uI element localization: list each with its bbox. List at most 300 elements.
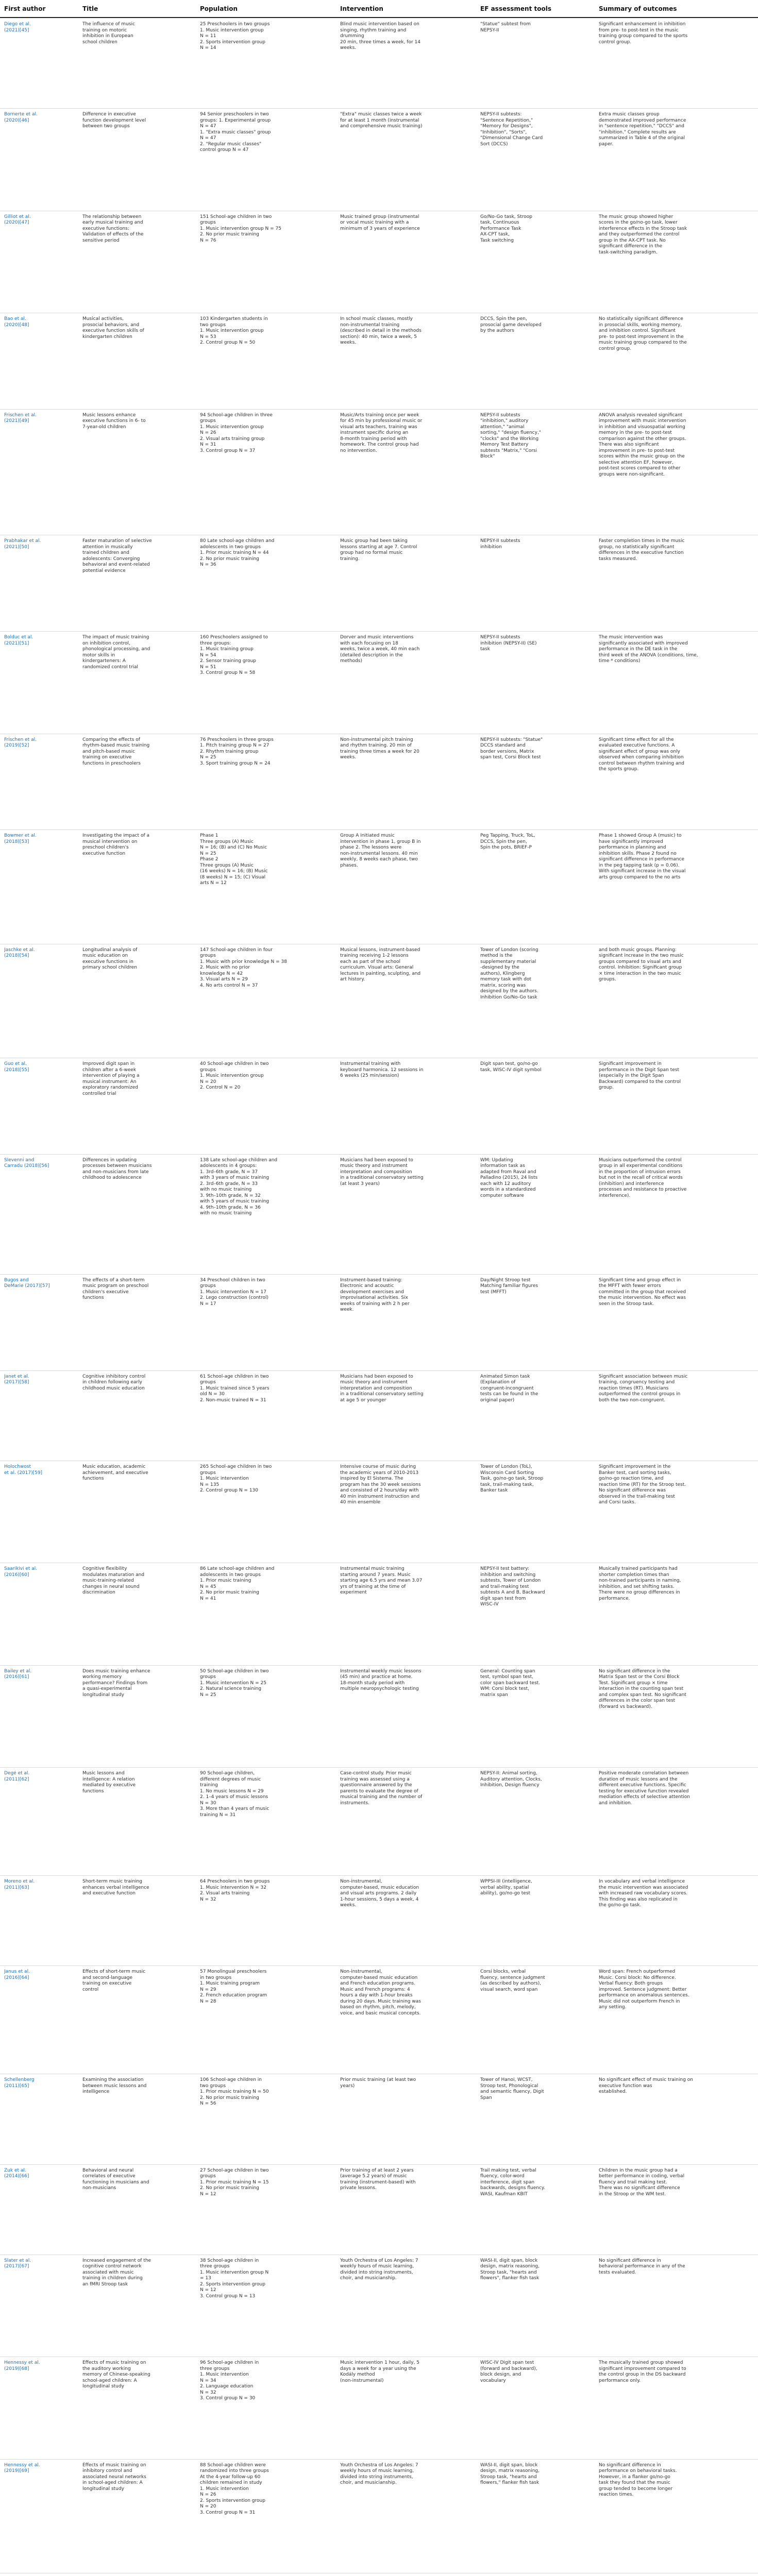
cell-first-author-line: Jaschke et al. [4,947,35,953]
cell-summary-line: training group compared to the sports [599,33,688,39]
cell-ef-tools-line: original paper) [480,1397,515,1403]
cell-population [200,833,335,943]
cell-population-line: 1. Prior music training [200,1578,251,1584]
cell-ef-tools-line: NEPSY-II subtests [480,635,520,640]
cell-intervention-line: with each focusing on 18 [340,640,398,646]
cell-ef-tools [480,1669,595,1767]
cell-summary-line: reaction time (RT) for the Stroop test. [599,1482,686,1487]
cell-population [200,1969,335,2074]
cell-ef-tools [480,2168,595,2255]
cell-ef-tools-line: Stroop test, Phonological [480,2083,538,2089]
cell-ef-tools-line: NEPSY-II subtests: [480,112,522,117]
cell-first-author[interactable] [4,2168,79,2255]
cell-population-line: groups [200,1674,216,1680]
cell-intervention-line: training (instrument-based) with [340,2179,416,2185]
cell-intervention-line: weeks, twice a week, 40 min each [340,647,420,652]
cell-population-line: 1. Music intervention group [200,424,264,430]
cell-intervention-line: parents to evaluate the degree of [340,1788,418,1794]
cell-intervention-line: (45 min) and practice at home. [340,1674,413,1680]
cell-ef-tools-line: Stroop task, "hearts and [480,2474,537,2480]
cell-summary-line: significantly associated with improved [599,640,688,646]
cell-ef-tools-line: (forward and backward), [480,2366,537,2371]
cell-first-author[interactable] [4,1061,79,1154]
cell-intervention-line: or vocal music training with a [340,220,409,226]
cell-ef-tools [480,1771,595,1875]
cell-first-author-line: (2019)[69] [4,2468,29,2474]
cell-title [82,2168,196,2255]
cell-intervention-line: Non-instrumental pitch training [340,737,413,742]
cell-population-line: 96 School-age children in [200,2360,259,2366]
cell-intervention-line: multiple neuropsychologic testing [340,1686,419,1692]
cell-population-line: N = 45 [200,1584,216,1589]
cell-population-line: adolescents in two groups [200,1572,261,1578]
cell-summary-line: any setting. [599,2005,627,2010]
cell-ef-tools-line: and semantic fluency, Digit [480,2089,544,2095]
cell-title-line: executive functions: [82,226,129,231]
cell-summary-line: performance on anomalous sentences. [599,1993,689,1998]
cell-first-author-line: (2020)[46] [4,117,29,123]
cell-first-author[interactable] [4,1158,79,1274]
cell-summary [599,635,754,733]
cell-first-author[interactable] [4,22,79,108]
cell-title-line: in school-aged children: A [82,2480,143,2486]
cell-intervention-line: days a week for a year using the [340,2366,416,2371]
cell-intervention-line: and rhythm training. 20 min of [340,743,412,749]
cell-population-line: with no music training [200,1211,252,1216]
cell-title-line: musical intervention on [82,839,138,844]
cell-summary [599,1969,754,2074]
cell-title-line: changes in neural sound [82,1584,140,1589]
cell-first-author[interactable] [4,1969,79,2074]
cell-population-line: 2. Language education [200,2384,254,2389]
cell-intervention-line: and consisted of 2 hours/day with [340,1488,419,1494]
cell-population-line: 3. Control group N = 13 [200,2293,256,2299]
cell-summary-line: tests evaluated. [599,2269,636,2275]
cell-first-author[interactable] [4,833,79,943]
cell-population-line: 265 School-age children in two [200,1464,272,1470]
cell-population-line: 1. Music intervention group N = 75 [200,226,282,231]
cell-ef-tools [480,112,595,210]
cell-summary-line: Word span: French outperformed [599,1969,676,1975]
cell-first-author[interactable] [4,538,79,631]
cell-population-line: N = 32 [200,1896,216,1902]
cell-summary-line: and they outperformed the control [599,232,680,238]
cell-ef-tools-line: AX-CPT task, [480,232,510,238]
cell-first-author[interactable] [4,2360,79,2459]
cell-intervention-line: 18-month study period with [340,1680,405,1686]
cell-title-line: Music lessons enhance [82,412,136,418]
cell-summary-line: Music did not outperform French in [599,1998,680,2004]
cell-intervention [340,2077,475,2164]
cell-summary-line: differences in the executive function [599,550,684,556]
cell-title-line: training on executive [82,755,132,760]
cell-summary-line: group in all experimental conditions [599,1163,683,1169]
cell-first-author[interactable] [4,1771,79,1875]
cell-intervention-line: (average 5.2 years) of music [340,2174,407,2179]
cell-ef-tools-line: task, trail-making task, [480,1482,534,1487]
cell-intervention-line: for 45 min by professional music or [340,418,423,424]
cell-intervention [340,833,475,943]
cell-first-author-line: Guo et al. [4,1061,27,1067]
cell-ef-tools-line: memory task with dot [480,977,531,982]
cell-population-line: children remained in study [200,2480,262,2486]
cell-summary-line: the music intervention. No effect was [599,1295,686,1301]
cell-summary [599,737,754,830]
cell-first-author[interactable] [4,112,79,210]
header-intervention: Intervention [340,5,383,12]
cell-title-line: exploratory randomized [82,1085,138,1091]
cell-population-line: N = 12 [200,2191,216,2197]
row-divider [0,1965,758,1966]
cell-summary-line: Significant association between music [599,1374,688,1379]
cell-intervention-line: choir, and musicianship. [340,2276,397,2281]
cell-intervention-line: Prior music training (at least two [340,2077,416,2083]
cell-population-line: three groups: [200,640,231,646]
cell-title-line: Differences in updating [82,1157,137,1163]
cell-population-line: N = 29 [200,1987,216,1992]
cell-population-line: 3. Control group N = 37 [200,448,256,453]
cell-summary-line: better performance in coding, verbal [599,2174,685,2179]
cell-population-line: 1. Music trained since 5 years [200,1385,269,1391]
cell-summary-line: "inhibition." Complete results are [599,129,676,135]
cell-summary [599,2077,754,2164]
cell-first-author-line: (2018)[53] [4,839,29,844]
cell-summary-line: but not in the recall of critical words [599,1175,683,1181]
cell-first-author[interactable] [4,1669,79,1767]
cell-population-line: training [200,1783,218,1788]
cell-ef-tools-line: method is the [480,953,513,959]
cell-population-line: training N = 31 [200,1812,236,1818]
cell-intervention-line: in a traditional conservatory setting [340,1175,424,1181]
cell-intervention-line: phase 2. The lessons were [340,845,402,851]
cell-intervention-line: Music and French programs: 4 [340,1987,410,1992]
cell-ef-tools-line: and trail-making test [480,1584,529,1589]
cell-title-line: kindergarten children [82,334,132,340]
cell-population-line: 3. Sport training group N = 24 [200,760,271,766]
cell-population-line: control group N = 47 [200,147,249,153]
cell-summary [599,413,754,535]
cell-population-line: different degrees of music [200,1776,261,1782]
cell-title-line: Effects of music training on [82,2462,146,2468]
cell-population-line: 2. Visual arts training group [200,436,265,442]
cell-title-line: and non-musicians from late [82,1169,149,1175]
cell-population-line: 2. 3rd–6th grade, N = 33 [200,1181,258,1187]
cell-population-line: 1. No music lessons N = 29 [200,1788,264,1794]
cell-summary [599,316,754,409]
cell-population-line: groups [200,1283,216,1289]
header-title: Title [82,5,98,12]
cell-title [82,1566,196,1665]
cell-title-line: Comparing the effects of [82,737,140,742]
cell-ef-tools-line: span test, Corsi Block test [480,755,541,760]
cell-intervention [340,538,475,631]
cell-population [200,413,335,535]
cell-ef-tools-line: DCCS standard and [480,743,526,749]
cell-title-line: intelligence [82,2089,110,2095]
cell-intervention-line: Musical lessons, instrument-based [340,947,420,953]
cell-first-author[interactable] [4,2077,79,2164]
cell-title-line: discrimination [82,1590,115,1596]
cell-population [200,2168,335,2255]
cell-intervention-line: weekly hours of music learning, [340,2468,414,2474]
cell-summary-line: No significant effect of music training on [599,2077,693,2083]
cell-intervention-line: minimum of 3 years of experience [340,226,420,231]
cell-population-line: groups [200,220,216,226]
cell-population-line: 80 Late school-age children and [200,538,275,544]
cell-summary-line: (forward vs backward). [599,1704,652,1709]
cell-population-line: (8 weeks) N = 15; (C) Visual [200,874,266,880]
cell-title-line: Effects of music training on [82,2360,146,2366]
cell-population-line: with 5 years of music training [200,1199,269,1205]
cell-population-line: 27 School-age children in two [200,2167,269,2173]
cell-intervention-line: Electronic and acoustic [340,1283,394,1289]
cell-intervention-line: choir, and musicianship. [340,2480,397,2486]
cell-ef-tools-line: computer software [480,1193,524,1198]
cell-summary [599,1771,754,1875]
cell-ef-tools-line: matrix, scoring was [480,982,526,988]
cell-population-line: 1. Music intervention group N [200,2269,269,2275]
row-divider [0,631,758,632]
cell-title-line: training on motoric [82,27,127,33]
cell-summary-line: music training group compared to the [599,340,687,346]
cell-population-line: groups [200,1470,216,1476]
cell-summary-line: control. Inhibition: Significant group [599,965,682,971]
cell-population-line: N = 76 [200,238,216,243]
cell-summary-line: and both music groups. Planning: [599,947,677,953]
cell-population-line: 106 School-age children in [200,2077,262,2083]
cell-ef-tools-line: "inhibition," auditory [480,418,529,424]
cell-intervention-line: Prior training of at least 2 years [340,2167,414,2173]
cell-first-author[interactable] [4,316,79,409]
cell-first-author[interactable] [4,2258,79,2357]
cell-summary-line: Significant improvement in [599,1061,662,1067]
cell-first-author[interactable] [4,413,79,535]
cell-summary-line: and complex span test. No significant [599,1692,686,1698]
cell-title-line: school-aged children: A [82,2378,137,2383]
cell-population-line: 2. No prior music training [200,556,259,562]
cell-ef-tools-line: WASI-II, digit span, block [480,2462,538,2468]
row-divider [0,1875,758,1876]
cell-population-line: N = 17 [200,1301,216,1307]
cell-title [82,22,196,108]
cell-intervention-line: (at least 3 years) [340,1181,380,1187]
cell-population-line: N = 53 [200,334,216,340]
cell-title-line: music-training-related [82,1578,134,1584]
cell-population-line: 2. Sports intervention group [200,39,265,45]
cell-summary-line: behavioral performance in any of the [599,2264,685,2269]
header-population: Population [200,5,238,12]
cell-first-author[interactable] [4,1464,79,1563]
cell-first-author-line: Schellenberg [4,2077,35,2083]
cell-summary-line: the MFFT with fewer errors [599,1283,661,1289]
cell-population-line: adolescents in 4 groups: [200,1163,257,1169]
cell-population-line: Three groups (A) Music [200,862,254,868]
cell-population [200,112,335,210]
cell-first-author[interactable] [4,947,79,1058]
cell-intervention [340,22,475,108]
cell-title-line: Music lessons and [82,1771,125,1776]
cell-intervention [340,1158,475,1274]
cell-summary-line: significant increase in the two music [599,953,684,959]
cell-summary-line: and Corsi tasks. [599,1500,636,1505]
cell-intervention [340,1879,475,1965]
cell-intervention-line: Youth Orchestra of Los Angeles: 7 [340,2462,418,2468]
cell-first-author-line: Frischen et al. [4,737,37,742]
cell-ef-tools-line: backwards, designs fluency. [480,2185,545,2191]
cell-summary-line: control between rhythm training and [599,760,684,766]
row-divider [0,829,758,830]
cell-title-line: music education on [82,953,128,959]
cell-title-line: 7-year-old children [82,424,126,430]
cell-first-author[interactable] [4,214,79,313]
cell-ef-tools [480,833,595,943]
cell-first-author-line: (2021)[49] [4,418,29,424]
cell-intervention [340,2168,475,2255]
cell-first-author-line: (2016)[61] [4,1674,29,1680]
cell-summary-line: differences in the color span test [599,1698,676,1704]
cell-first-author[interactable] [4,1566,79,1665]
cell-population-line: At the 4-year follow-up 60 [200,2474,261,2480]
cell-summary-line: Faster completion times in the music [599,538,685,544]
cell-first-author-line: (2019)[68] [4,2366,29,2371]
cell-population-line: N = 12 [200,2287,216,2293]
cell-ef-tools-line: WASI-II, digit span, block [480,2258,538,2263]
cell-first-author[interactable] [4,635,79,733]
cell-population-line: knowledge N = 42 [200,971,243,976]
cell-summary-line: inhibition, and set shifting tasks. [599,1584,675,1589]
cell-first-author-line: Holochwost [4,1464,31,1470]
cell-title-line: randomized control trial [82,664,139,670]
cell-population-line: N = 135 [200,1482,220,1487]
cell-summary-line: performance in planning and [599,845,666,851]
cell-title-line: Validation of effects of the [82,232,144,238]
cell-intervention-line: methods) [340,658,362,664]
cell-population-line: 3. Visual arts N = 29 [200,977,248,982]
cell-first-author-line: (2020)[47] [4,220,29,226]
cell-intervention-line: divided into string instruments, [340,2474,413,2480]
cell-population [200,1061,335,1154]
cell-title-line: functions in preschoolers [82,760,141,766]
cell-ef-tools-line: "Memory for Designs", [480,124,533,129]
cell-population [200,316,335,409]
cell-summary-line: from pre- to post-test in the music [599,27,679,33]
cell-summary-line: and inhibition. [599,1800,632,1806]
cell-summary [599,1061,754,1154]
cell-population-line: N = 26 [200,430,216,436]
cell-summary-line: training, congruency testing and [599,1380,675,1385]
cell-summary [599,1566,754,1665]
cell-summary [599,1669,754,1767]
cell-population-line: N = 25 [200,851,216,856]
cell-summary-line: group. [599,1085,614,1091]
cell-ef-tools-line: (Explanation of [480,1380,516,1385]
cell-ef-tools-line: ability), go/no-go test [480,1891,531,1896]
cell-population-line: N = 25 [200,755,216,760]
cell-title-line: potential evidence [82,568,126,573]
cell-summary-line: processes and resistance to proactive [599,1187,687,1193]
cell-summary-line: significant difference in performance [599,857,685,862]
cell-summary [599,2258,754,2357]
cell-intervention-line: Instrument-based training: [340,1277,402,1283]
table-header [0,0,758,18]
cell-summary-line: Test. Significant group × time [599,1680,668,1686]
cell-population [200,737,335,830]
cell-title [82,1061,196,1154]
cell-title-line: functioning in musicians and [82,2179,149,2185]
cell-population-line: 94 Senior preschoolers in two [200,112,269,117]
cell-intervention-line: at age 5 or younger [340,1397,386,1403]
cell-ef-tools-line: "clocks" and the Working [480,436,539,442]
cell-title-line: motor skills in [82,652,115,658]
cell-first-author-line: (2021)[51] [4,640,29,646]
cell-summary-line: group tended to become longer [599,2486,673,2492]
cell-summary-line: and inhibition control. Significant [599,328,676,334]
cell-ef-tools-line: "Sentence Repetition," [480,117,533,123]
cell-summary-line: both the two non-congruent. [599,1397,666,1403]
cell-population-line: 1. Music training program [200,1981,260,1987]
cell-population-line: Phase 1 [200,833,218,839]
cell-ef-tools-line: information task as [480,1163,525,1169]
cell-intervention-line: homework. The control group had [340,442,419,448]
cell-summary-line: The musically trained group showed [599,2360,683,2366]
cell-ef-tools-line: Performance Task [480,226,521,231]
cell-population-line: Phase 2 [200,857,218,862]
cell-ef-tools-line: NEPSY-II [480,27,499,33]
cell-population-line: N = 41 [200,1596,216,1601]
cell-ef-tools [480,22,595,108]
cell-title [82,112,196,210]
cell-population-line: 2. Control group N = 130 [200,1488,259,1494]
cell-title-line: Musical activities, [82,316,124,322]
cell-population-line: N = 26 [200,2492,216,2498]
cell-summary-line: task-switching paradigm. [599,249,658,255]
cell-title [82,2077,196,2164]
cell-first-author[interactable] [4,2463,79,2573]
cell-title-line: memory of Chinese-speaking [82,2372,150,2378]
cell-population-line: 147 School-age children in four [200,947,273,953]
cell-population-line: N = 56 [200,2101,216,2107]
cell-first-author[interactable] [4,1374,79,1461]
cell-first-author-line: (2021)[45] [4,27,29,33]
cell-ef-tools-line: block design, and [480,2372,521,2378]
cell-title [82,1278,196,1370]
cell-first-author[interactable] [4,1278,79,1370]
cell-first-author[interactable] [4,1879,79,1965]
cell-summary-line: post-test scores compared to other [599,466,681,471]
cell-title-line: kindergarteners: A [82,658,126,664]
cell-intervention-line: art history. [340,977,365,982]
cell-summary-line: the sports group. [599,767,639,772]
cell-intervention-line: starting age 6.5 yrs and mean 3.07 [340,1578,423,1584]
cell-population-line: groups: 1. Experimental group [200,117,271,123]
cell-intervention-line: private lessons. [340,2185,377,2191]
cell-ef-tools-line: Tower of London (scoring [480,947,538,953]
cell-title-line: mediated by executive [82,1783,136,1788]
cell-population-line: 25 Preschoolers in two groups [200,22,270,27]
cell-intervention-line: Music/Arts training once per week [340,412,419,418]
cell-population-line: N = 14 [200,45,216,50]
cell-intervention-line: Music intervention 1 hour, daily, 5 [340,2360,420,2366]
cell-ef-tools-line: attention," "animal [480,424,525,430]
cell-intervention-line: experiment [340,1590,367,1596]
cell-title-line: function development level [82,117,146,123]
cell-ef-tools-line: NEPSY-II subtests [480,412,520,418]
cell-intervention-line: visual arts teachers, training was [340,424,417,430]
cell-population-line: N = 54 [200,652,216,658]
cell-first-author[interactable] [4,737,79,830]
cell-population [200,1771,335,1875]
cell-population-line: N = 31 [200,442,216,448]
